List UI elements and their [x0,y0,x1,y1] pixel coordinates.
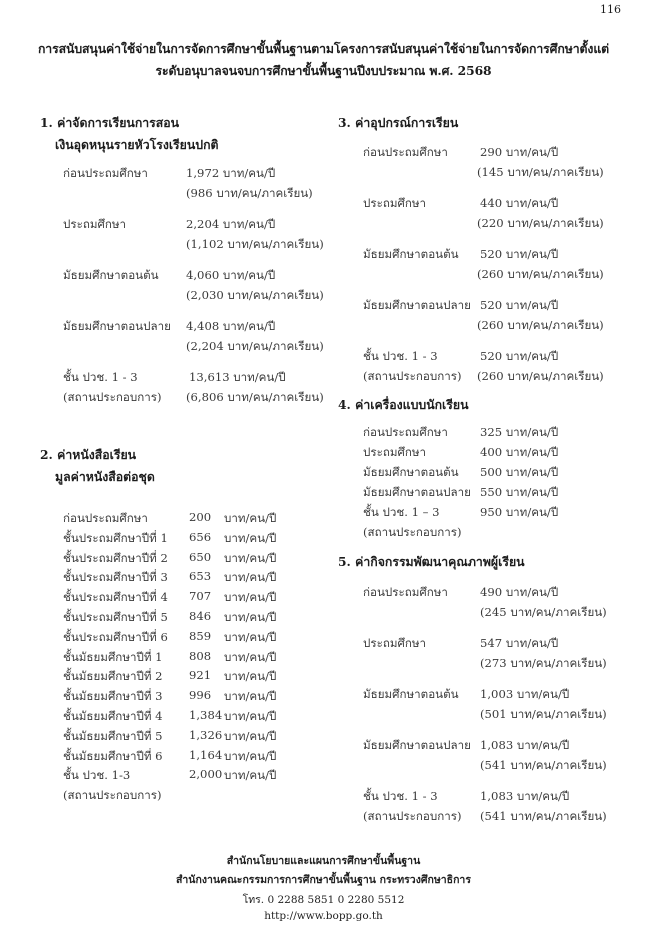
s4-row-4-label: มัธยมศึกษาตอนปลาย [363,485,471,499]
section-2-subheading: มูลค่าหนังสือต่อชุด [55,469,155,484]
footer-phone: โทร. 0 2288 5851 0 2280 5512 [242,894,405,906]
s3-row-2-label: ประถมศึกษา [363,196,427,210]
s2-row-5-label: ชั้นประถมศึกษาปีที่ 4 [63,590,168,604]
title-line-1: การสนับสนุนค่าใช้จ่ายในการจัดการศึกษาขั้นพื้นฐานตามโครงการสนับสนุนค่าใช้จ่ายในการจัดการศึกษาตั้งแต่ [37,41,610,56]
s5-row-1-value-term: (245 บาท/คน/ภาคเรียน) [480,605,607,619]
footer-office: สำนักนโยบายและแผนการศึกษาขั้นพื้นฐาน [226,855,421,867]
s5-row-4-value-term: (541 บาท/คน/ภาคเรียน) [480,758,607,772]
s2-row-3-amount: 650 [189,550,212,564]
s2-row-12-amount: 1,326 [189,728,223,742]
s3-row-4-label: มัธยมศึกษาตอนปลาย [363,298,471,312]
s3-row-2-value-term: (220 บาท/คน/ภาคเรียน) [477,216,604,230]
s1-row-2-value: 2,204 บาท/คน/ปี [186,217,276,231]
footer-ministry: สำนักงานคณะกรรมการการศึกษาขั้นพื้นฐาน กระทรวงศึกษาธิการ [176,874,471,886]
section-1-heading: 1. ค่าจัดการเรียนการสอน [40,115,180,130]
s2-row-4-unit: บาท/คน/ปี [224,570,277,584]
s3-row-3-value-term: (260 บาท/คน/ภาคเรียน) [477,267,604,281]
s2-row-1-unit: บาท/คน/ปี [224,511,277,525]
s1-row-3-label: มัธยมศึกษาตอนต้น [63,268,159,282]
s4-row-3-label: มัธยมศึกษาตอนต้น [363,465,459,479]
s2-row-11-label: ชั้นมัธยมศึกษาปีที่ 4 [63,709,163,723]
s4-row-4-value: 550 บาท/คน/ปี [480,485,559,499]
s2-row-10-unit: บาท/คน/ปี [224,689,277,703]
s1-row-4-label: มัธยมศึกษาตอนปลาย [63,319,171,333]
s1-row-1-label: ก่อนประถมศึกษา [63,166,148,180]
s2-row-14-label: ชั้น ปวช. 1-3 [63,768,131,782]
s2-row-13-label: ชั้นมัธยมศึกษาปีที่ 6 [63,749,163,763]
s3-row-4-value-term: (260 บาท/คน/ภาคเรียน) [477,318,604,332]
s2-row-8-label: ชั้นมัธยมศึกษาปีที่ 1 [63,650,163,664]
section-1-subheading: เงินอุดหนุนรายหัวโรงเรียนปกติ [55,137,219,152]
s5-row-5-value-term: (541 บาท/คน/ภาคเรียน) [480,809,607,823]
s1-row-5-value: 13,613 บาท/คน/ปี [189,370,286,384]
s4-row-5-value: 950 บาท/คน/ปี [480,505,559,519]
s3-row-2-value: 440 บาท/คน/ปี [480,196,559,210]
s5-row-5-label-2: (สถานประกอบการ) [363,809,462,823]
s3-row-5-label-2: (สถานประกอบการ) [363,369,462,383]
s2-row-10-amount: 996 [189,688,212,702]
s2-row-6-amount: 846 [189,609,212,623]
s2-row-2-label: ชั้นประถมศึกษาปีที่ 1 [63,531,168,545]
s2-row-10-label: ชั้นมัธยมศึกษาปีที่ 3 [63,689,163,703]
section-4-heading: 4. ค่าเครื่องแบบนักเรียน [338,397,469,412]
s1-row-2-label: ประถมศึกษา [63,217,127,231]
s5-row-2-value: 547 บาท/คน/ปี [480,636,559,650]
s4-row-2-value: 400 บาท/คน/ปี [480,445,559,459]
s1-row-3-value: 4,060 บาท/คน/ปี [186,268,276,282]
section-2-heading: 2. ค่าหนังสือเรียน [40,447,137,462]
section-5-heading: 5. ค่ากิจกรรมพัฒนาคุณภาพผู้เรียน [338,554,525,569]
s2-row-4-amount: 653 [189,569,212,583]
s2-row-13-unit: บาท/คน/ปี [224,749,277,763]
s2-row-1-label: ก่อนประถมศึกษา [63,511,148,525]
s1-row-4-value: 4,408 บาท/คน/ปี [186,319,276,333]
s1-row-1-value: 1,972 บาท/คน/ปี [186,166,276,180]
s4-row-2-label: ประถมศึกษา [363,445,427,459]
s2-row-13-amount: 1,164 [189,748,223,762]
s2-row-9-label: ชั้นมัธยมศึกษาปีที่ 2 [63,669,163,683]
s3-row-3-value: 520 บาท/คน/ปี [480,247,559,261]
s2-row-14-unit: บาท/คน/ปี [224,768,277,782]
s5-row-2-value-term: (273 บาท/คน/ภาคเรียน) [480,656,607,670]
s4-row-5-label-2: (สถานประกอบการ) [363,525,462,539]
s2-row-3-unit: บาท/คน/ปี [224,551,277,565]
s5-row-3-value: 1,003 บาท/คน/ปี [480,687,570,701]
title-line-2: ระดับอนุบาลจนจบการศึกษาขั้นพื้นฐานปีงบประมาณ พ.ศ. 2568 [155,63,492,78]
s2-row-12-unit: บาท/คน/ปี [224,729,277,743]
s2-row-12-label: ชั้นมัธยมศึกษาปีที่ 5 [63,729,163,743]
s1-row-3-value-term: (2,030 บาท/คน/ภาคเรียน) [186,288,324,302]
footer-website-link[interactable]: http://www.bopp.go.th [264,910,383,922]
s1-row-5-value-term: (6,806 บาท/คน/ภาคเรียน) [186,390,324,404]
s2-row-11-unit: บาท/คน/ปี [224,709,277,723]
s2-row-14-label-2: (สถานประกอบการ) [63,788,162,802]
s2-row-5-unit: บาท/คน/ปี [224,590,277,604]
s1-row-2-value-term: (1,102 บาท/คน/ภาคเรียน) [186,237,324,251]
s2-row-9-unit: บาท/คน/ปี [224,669,277,683]
s3-row-3-label: มัธยมศึกษาตอนต้น [363,247,459,261]
s4-row-1-value: 325 บาท/คน/ปี [480,425,559,439]
s2-row-2-unit: บาท/คน/ปี [224,531,277,545]
s2-row-8-amount: 808 [189,649,212,663]
s5-row-1-label: ก่อนประถมศึกษา [363,585,448,599]
s3-row-1-value-term: (145 บาท/คน/ภาคเรียน) [477,165,604,179]
s3-row-5-value-term: (260 บาท/คน/ภาคเรียน) [477,369,604,383]
s1-row-4-value-term: (2,204 บาท/คน/ภาคเรียน) [186,339,324,353]
s2-row-4-label: ชั้นประถมศึกษาปีที่ 3 [63,570,168,584]
s2-row-6-label: ชั้นประถมศึกษาปีที่ 5 [63,610,168,624]
s3-row-5-value: 520 บาท/คน/ปี [480,349,559,363]
s2-row-7-amount: 859 [189,629,212,643]
s4-row-5-label: ชั้น ปวช. 1 – 3 [363,505,440,519]
s2-row-5-amount: 707 [189,589,212,603]
s2-row-1-amount: 200 [189,510,212,524]
s5-row-4-value: 1,083 บาท/คน/ปี [480,738,570,752]
s5-row-3-label: มัธยมศึกษาตอนต้น [363,687,459,701]
s5-row-1-value: 490 บาท/คน/ปี [480,585,559,599]
s2-row-8-unit: บาท/คน/ปี [224,650,277,664]
s2-row-11-amount: 1,384 [189,708,223,722]
s3-row-5-label: ชั้น ปวช. 1 - 3 [363,349,438,363]
s5-row-5-value: 1,083 บาท/คน/ปี [480,789,570,803]
s2-row-7-label: ชั้นประถมศึกษาปีที่ 6 [63,630,168,644]
s3-row-1-label: ก่อนประถมศึกษา [363,145,448,159]
s5-row-4-label: มัธยมศึกษาตอนปลาย [363,738,471,752]
page-number: 116 [600,3,621,16]
s4-row-1-label: ก่อนประถมศึกษา [363,425,448,439]
section-3-heading: 3. ค่าอุปกรณ์การเรียน [338,115,459,130]
s2-row-7-unit: บาท/คน/ปี [224,630,277,644]
s2-row-6-unit: บาท/คน/ปี [224,610,277,624]
s5-row-3-value-term: (501 บาท/คน/ภาคเรียน) [480,707,607,721]
s5-row-5-label: ชั้น ปวช. 1 - 3 [363,789,438,803]
s4-row-3-value: 500 บาท/คน/ปี [480,465,559,479]
s3-row-4-value: 520 บาท/คน/ปี [480,298,559,312]
s3-row-1-value: 290 บาท/คน/ปี [480,145,559,159]
s2-row-2-amount: 656 [189,530,212,544]
s1-row-5-label: ชั้น ปวช. 1 - 3 [63,370,138,384]
s5-row-2-label: ประถมศึกษา [363,636,427,650]
s1-row-5-label-2: (สถานประกอบการ) [63,390,162,404]
s1-row-1-value-term: (986 บาท/คน/ภาคเรียน) [186,186,313,200]
s2-row-9-amount: 921 [189,668,212,682]
s2-row-14-amount: 2,000 [189,767,223,781]
s2-row-3-label: ชั้นประถมศึกษาปีที่ 2 [63,551,168,565]
